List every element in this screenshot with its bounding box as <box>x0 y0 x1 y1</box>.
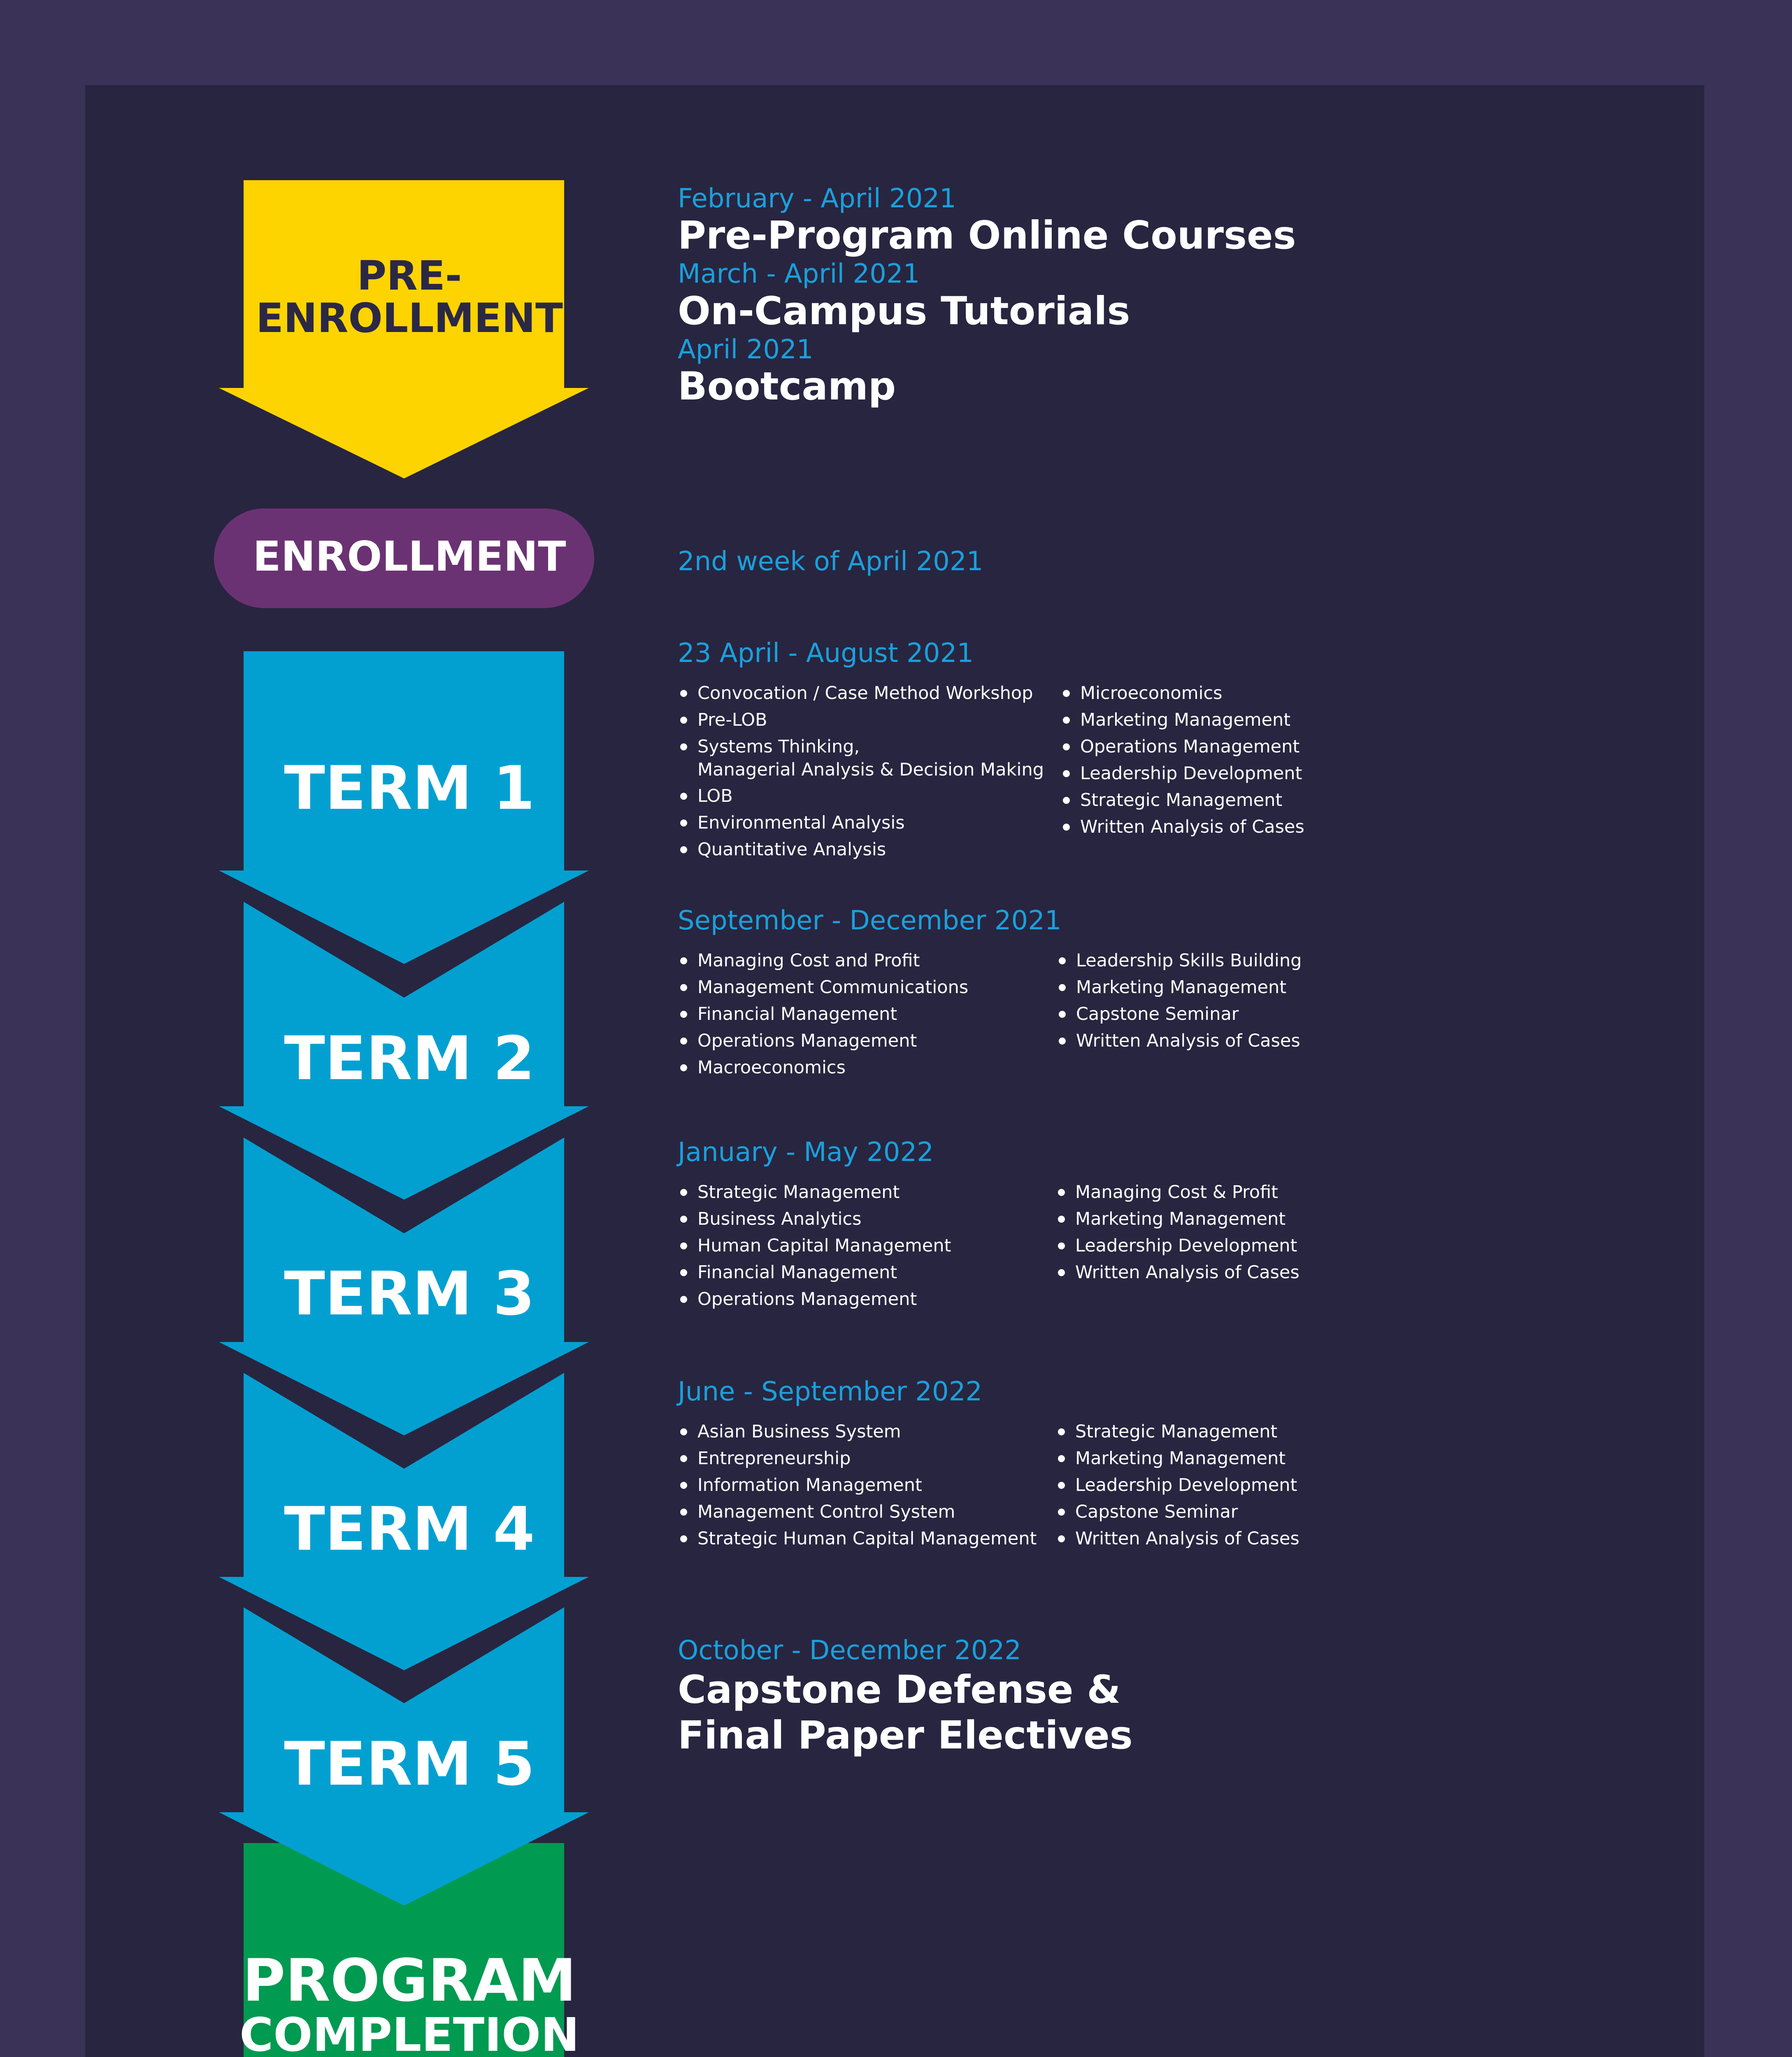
list-item: Capstone Seminar <box>1056 1001 1302 1028</box>
term4-left-list <box>678 1419 1037 1552</box>
list-item-line1: Systems Thinking, <box>697 736 860 757</box>
list-item: Management Control System <box>678 1499 1037 1525</box>
term2-date: September - December 2021 <box>678 905 1062 936</box>
term3-left-list <box>678 1179 951 1313</box>
list-item: Written Analysis of Cases <box>1055 1525 1299 1552</box>
term3-right-list <box>1055 1179 1299 1286</box>
list-item: Operations Management <box>1060 734 1304 760</box>
pre-enrollment-label-line2: ENROLLMENT <box>256 295 563 342</box>
list-item: Written Analysis of Cases <box>1056 1028 1302 1054</box>
list-item: Business Analytics <box>678 1206 951 1233</box>
pre-enrollment-label <box>152 255 667 340</box>
term4-label: TERM 4 <box>284 1494 535 1564</box>
term2-left-list <box>678 947 968 1081</box>
list-item: Operations Management <box>678 1286 951 1313</box>
pre-enrollment-details <box>678 184 1665 410</box>
list-item: LOB <box>678 783 1044 810</box>
bootcamp-date: April 2021 <box>678 334 813 365</box>
term5-details <box>678 1636 1665 1759</box>
completion-label-line2: COMPLETION <box>239 2008 579 2057</box>
term1-right-list <box>1060 680 1304 840</box>
tutorials-title: On-Campus Tutorials <box>678 288 1130 334</box>
term3-date: January - May 2022 <box>678 1137 934 1168</box>
list-item: Macroeconomics <box>678 1054 968 1081</box>
pre-program-date: February - April 2021 <box>678 183 956 214</box>
list-item: Marketing Management <box>1060 707 1304 734</box>
term1-label: TERM 1 <box>284 753 535 823</box>
list-item <box>678 734 1044 783</box>
list-item: Operations Management <box>678 1028 968 1054</box>
list-item: Human Capital Management <box>678 1233 951 1259</box>
list-item: Marketing Management <box>1055 1445 1299 1472</box>
list-item: Microeconomics <box>1060 680 1304 707</box>
tutorials-date: March - April 2021 <box>678 259 920 290</box>
bootcamp-title: Bootcamp <box>678 364 896 409</box>
list-item: Strategic Management <box>1055 1419 1299 1445</box>
term2-label: TERM 2 <box>284 1024 535 1094</box>
term1-left-list <box>678 680 1044 863</box>
term5-title-line2: Final Paper Electives <box>678 1713 1133 1758</box>
list-item: Financial Management <box>678 1001 968 1028</box>
list-item: Asian Business System <box>678 1419 1037 1445</box>
enrollment-label: ENROLLMENT <box>253 532 566 580</box>
list-item: Convocation / Case Method Workshop <box>678 680 1044 707</box>
list-item-line2: Managerial Analysis & Decision Making <box>697 759 1044 780</box>
list-item: Leadership Development <box>1055 1472 1299 1499</box>
list-item: Pre-LOB <box>678 707 1044 734</box>
list-item: Quantitative Analysis <box>678 836 1044 863</box>
list-item: Leadership Skills Building <box>1056 947 1302 974</box>
term5-date: October - December 2022 <box>678 1635 1021 1666</box>
term2-right-list <box>1056 947 1302 1054</box>
list-item: Strategic Management <box>1060 787 1304 814</box>
completion-label-line1: PROGRAM <box>242 1947 576 2015</box>
list-item: Entrepreneurship <box>678 1445 1037 1472</box>
list-item: Strategic Human Capital Management <box>678 1525 1037 1552</box>
list-item: Leadership Development <box>1055 1233 1299 1259</box>
list-item: Capstone Seminar <box>1055 1499 1299 1525</box>
list-item: Environmental Analysis <box>678 810 1044 836</box>
completion-label <box>152 1947 667 2057</box>
term2-details <box>678 905 1665 1078</box>
list-item: Marketing Management <box>1055 1206 1299 1233</box>
list-item: Management Communications <box>678 974 968 1001</box>
term3-label: TERM 3 <box>284 1259 535 1329</box>
term1-date: 23 April - August 2021 <box>678 638 974 669</box>
list-item: Strategic Management <box>678 1179 951 1206</box>
term4-details <box>678 1377 1665 1549</box>
list-item: Information Management <box>678 1472 1037 1499</box>
term3-details <box>678 1137 1665 1310</box>
list-item: Written Analysis of Cases <box>1060 814 1304 840</box>
pre-enrollment-label-line1: PRE- <box>357 253 462 299</box>
term4-date: June - September 2022 <box>678 1377 983 1407</box>
list-item: Managing Cost & Profit <box>1055 1179 1299 1206</box>
enrollment-date: 2nd week of April 2021 <box>678 546 983 577</box>
term5-title-line1: Capstone Defense & <box>678 1667 1121 1713</box>
term4-right-list <box>1055 1419 1299 1552</box>
list-item: Written Analysis of Cases <box>1055 1259 1299 1286</box>
list-item: Leadership Development <box>1060 760 1304 787</box>
term5-label: TERM 5 <box>284 1729 535 1799</box>
term1-details <box>678 638 1665 860</box>
list-item: Managing Cost and Profit <box>678 947 968 974</box>
enrollment-details <box>678 547 1665 576</box>
pre-program-title: Pre-Program Online Courses <box>678 213 1296 258</box>
list-item: Marketing Management <box>1056 974 1302 1001</box>
list-item: Financial Management <box>678 1259 951 1286</box>
